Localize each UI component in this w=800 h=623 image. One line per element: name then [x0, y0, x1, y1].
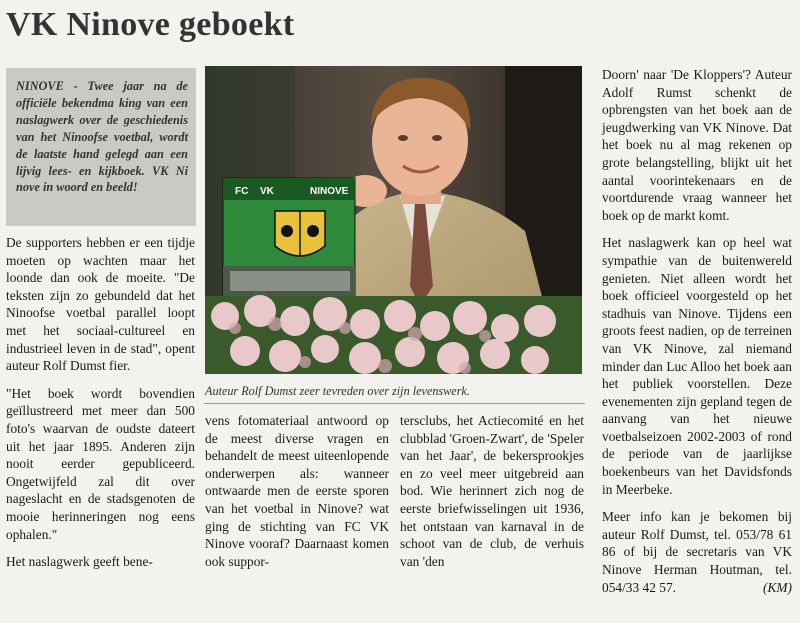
col4-paragraph-3-text: Meer info kan je bekomen bij auteur Rolf Dumst, tel. 053/78 61 86 of bij de secretaris van VK Ninove Herman Houtman, tel. 054/33 42 57. [602, 509, 792, 595]
author-photo [205, 66, 582, 374]
col1-paragraph-1: De supporters hebben er een tijdje moeten op wachten maar het loonde dan ook de moeite. "De teksten zijn zo gebundeld dat het Ninoofse voetbal parallel loopt met het sociaal-cultureel en industrieel leven in de stad", opent auteur Rolf Dumst fier. [6, 235, 195, 374]
lead-paragraph: NINOVE - Twee jaar na de officiële bekendma king van een naslagwerk over de geschiedenis van het Ninoofse voetbal, wordt de laatste hand gelegd aan een lijvig lees- en kijkboek. VK Ni nove in woord en beeld! [6, 68, 196, 226]
col4-paragraph-3 [602, 508, 792, 596]
col3-paragraph: tersclubs, het Actiecomité en het clubblad 'Groen-Zwart', de 'Speler van het Jaar', de bekersprookjes en zo veel meer uitgebreid aan bod. Wie herinnert zich nog de eerste briefwisselingen uit 1936, het ontstaan van karnaval in de schoot van de club, de verhuis van 'den [400, 413, 584, 569]
column-1 [6, 234, 195, 571]
photo-caption: Auteur Rolf Dumst zeer tevreden over zijn levenswerk. [205, 384, 470, 398]
headline: VK Ninove geboekt [6, 6, 295, 43]
column-3 [400, 412, 584, 570]
column-2 [205, 412, 389, 570]
shield-icon [275, 211, 325, 256]
col4-paragraph-1: Doorn' naar 'De Kloppers'? Auteur Adolf Rumst schenkt de opbrengsten van het boek aan de jeugdwerking van VK Ninove. Dat het boek nu al mag rekenen op grote belangstelling, blijkt uit het aantal voorintekenaars en de voortdurende vraag wanneer het boek op de markt komt. [602, 67, 792, 223]
book-label-ninove: NINOVE [310, 186, 349, 197]
col1-paragraph-2: "Het boek wordt bovendien geïllustreerd met meer dan 500 foto's waarvan de oudste dateert uit het jaar 1895. Anderen zijn nooit eerder gepubliceerd. Ongetwijfeld zal dit over nageslacht en de stadsgenoten de mooie herinneringen nog eens ophalen." [6, 385, 195, 542]
column-4 [602, 66, 792, 596]
author-signature: (KM) [762, 579, 792, 595]
col2-paragraph: vens fotomateriaal antwoord op de meest diverse vragen en behandelt de meest uiteenlopende onderwerpen als: wanneer ontwaarde men de eerste sporen van het voetbal in Ninove? wat ging de stichting van FC VK Ninove vooraf? Daarnaast komen ook suppor- [205, 413, 389, 569]
book-label-vk: VK [260, 186, 274, 197]
col1-paragraph-3: Het naslagwerk geeft bene- [6, 554, 153, 570]
caption-divider [204, 403, 585, 404]
col4-paragraph-2: Het naslagwerk kan op heel wat sympathie van de buitenwereld genieten. Niet alleen wordt het boek officieel voorgesteld op het stadhuis van Ninove. Tijdens een groots feest nadien, op de terreinen van VK Ninove, zal niemand minder dan Luc Alloo het boek aan het publiek voorstellen. Deze evenementen zijn gepland tegen de aanvang van het nieuwe voetbalseizoen 2002-2003 of rond de periode van de jaarlijkse boekenbeurs van het Davidsfonds in Meerbeke. [602, 235, 792, 497]
book-label-fc: FC [235, 186, 249, 197]
